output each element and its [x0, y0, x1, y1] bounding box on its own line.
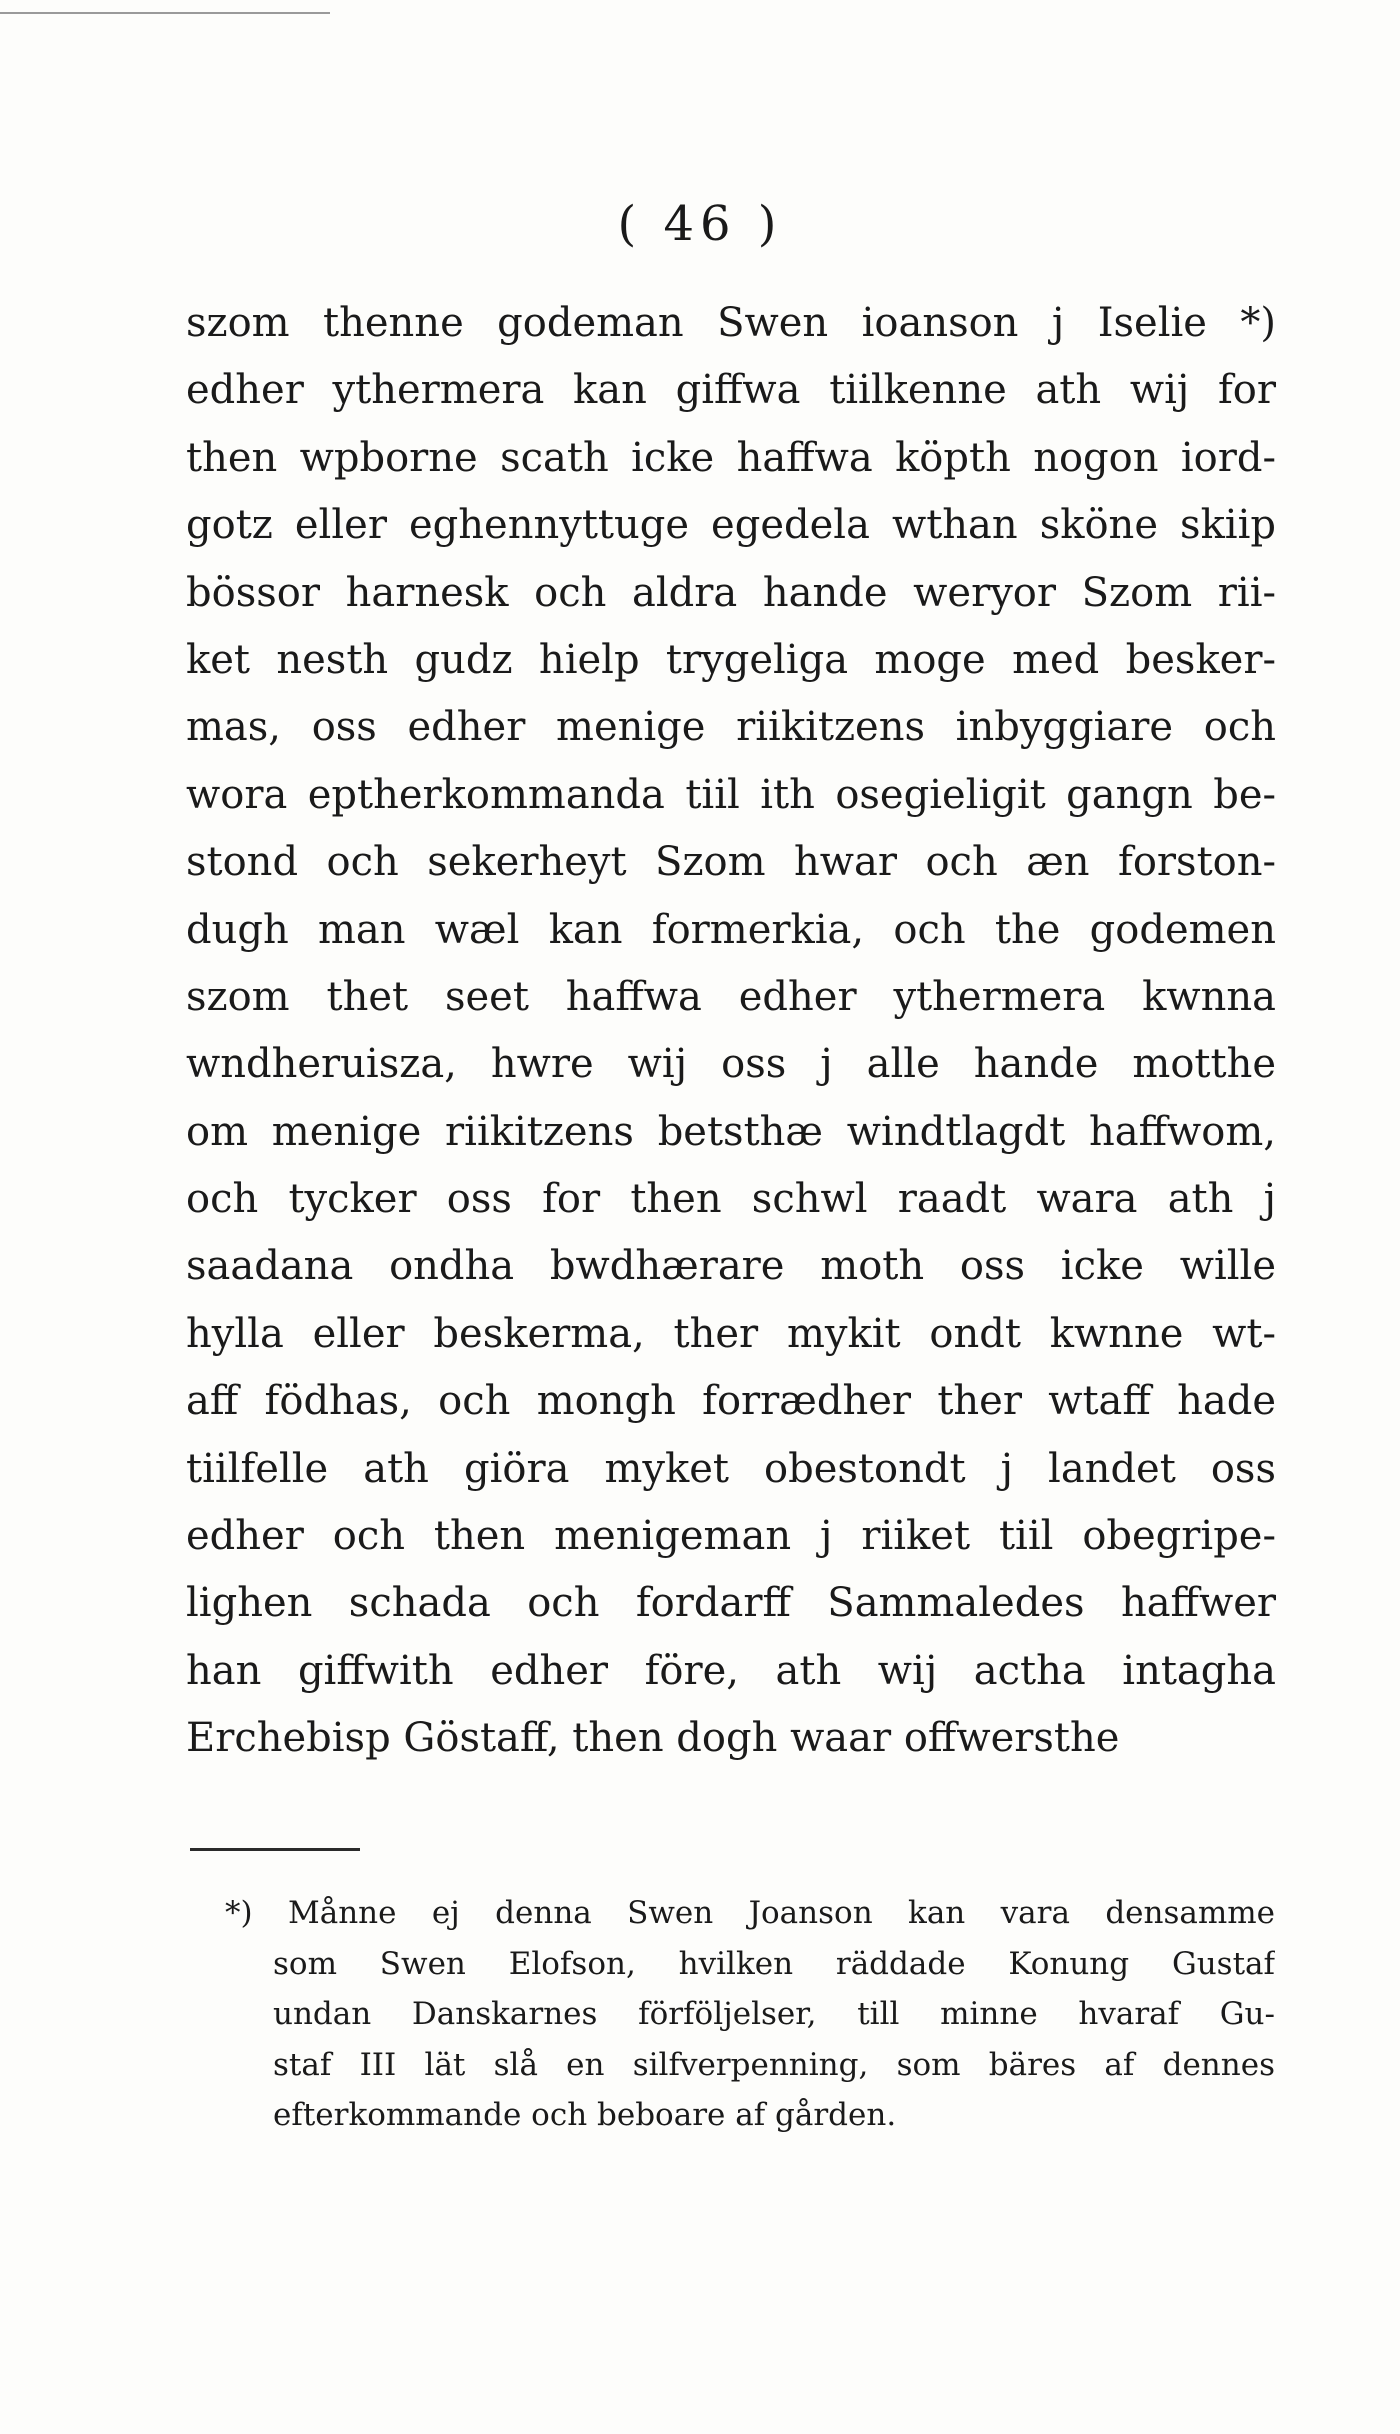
- body-line: bössor harnesk och aldra hande weryor Szom rii-: [186, 569, 1276, 616]
- body-line: szom thenne godeman Swen ioanson j Iselie *): [186, 300, 1276, 346]
- body-line: wndheruisza, hwre wij oss j alle hande motthe: [186, 1041, 1276, 1088]
- body-line: edher ythermera kan giffwa tiilkenne ath wij for: [186, 367, 1276, 414]
- body-line: han giffwith edher före, ath wij actha intagha: [186, 1647, 1276, 1694]
- body-line: ket nesth gudz hielp trygeliga moge med besker-: [186, 636, 1276, 683]
- body-line: dugh man wæl kan formerkia, och the godemen: [186, 906, 1276, 953]
- footnote: [225, 1888, 1275, 2141]
- footnote-line: *) Månne ej denna Swen Joanson kan vara densamme: [225, 1895, 1275, 1931]
- page-number: ( 46 ): [617, 196, 783, 252]
- footnote-line: undan Danskarnes förföljelser, till minne hvaraf Gu-: [273, 1996, 1275, 2033]
- top-rule: [0, 12, 330, 14]
- body-line: wora eptherkommanda tiil ith osegieligit gangn be-: [186, 771, 1276, 818]
- footnote-line: efterkommande och beboare af gården.: [273, 2097, 897, 2134]
- body-line: om menige riikitzens betsthæ windtlagdt haffwom,: [186, 1108, 1276, 1155]
- body-text: [186, 290, 1276, 1773]
- body-line: saadana ondha bwdhærare moth oss icke wille: [186, 1243, 1276, 1290]
- body-line: szom thet seet haffwa edher ythermera kwnna: [186, 973, 1276, 1020]
- body-line: och tycker oss for then schwl raadt wara ath j: [186, 1176, 1276, 1223]
- body-line: then wpborne scath icke haffwa köpth nogon iord-: [186, 434, 1276, 481]
- body-line: mas, oss edher menige riikitzens inbyggiare och: [186, 704, 1276, 751]
- body-line: gotz eller eghennyttuge egedela wthan sköne skiip: [186, 502, 1276, 549]
- footnote-rule: [190, 1848, 360, 1851]
- body-line: edher och then menigeman j riiket tiil obegripe-: [186, 1513, 1276, 1560]
- footnote-line: staf III lät slå en silfverpenning, som bäres af dennes: [273, 2046, 1275, 2083]
- body-line: tiilfelle ath giöra myket obestondt j landet oss: [186, 1445, 1276, 1492]
- body-line: stond och sekerheyt Szom hwar och æn forston-: [186, 839, 1276, 886]
- body-line: hylla eller beskerma, ther mykit ondt kwnne wt-: [186, 1310, 1276, 1357]
- footnote-line: som Swen Elofson, hvilken räddade Konung Gustaf: [273, 1945, 1275, 1982]
- body-line: lighen schada och fordarff Sammaledes haffwer: [186, 1580, 1276, 1627]
- body-line: Erchebisp Göstaff, then dogh waar offwersthe: [186, 1715, 1120, 1762]
- body-line: aff födhas, och mongh forrædher ther wtaff hade: [186, 1378, 1276, 1425]
